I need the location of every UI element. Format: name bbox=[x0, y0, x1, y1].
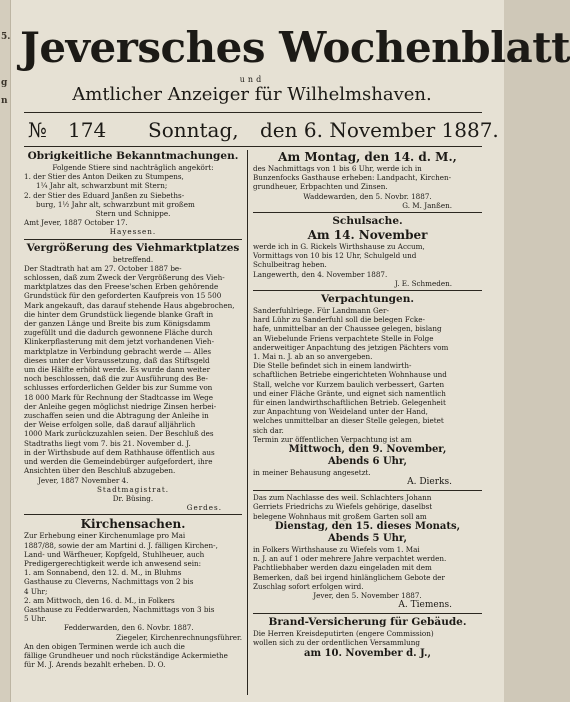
text-line: die hinter dem Grundstück liegende blanke Graft in bbox=[24, 309, 214, 319]
text-line: zur Anpachtung von Weideland unter der Hand, bbox=[253, 407, 428, 417]
dateline: Langewerth, den 4. November 1887. bbox=[253, 269, 388, 279]
text-line: Die Stelle befindet sich in einem landwirth- bbox=[253, 361, 412, 371]
signature: Hayessen. bbox=[109, 227, 157, 237]
text-line: burg, 1½ Jahr alt, schwarzbunt mit großem bbox=[36, 199, 195, 209]
section-heading: Vergrößerung des Viehmarktplatzes bbox=[26, 241, 240, 254]
masthead-und: und bbox=[239, 75, 265, 84]
rule-bottom bbox=[24, 146, 482, 147]
text-line: Klinkerpflasterung mit dem jetzt vorhandenen Vieh- bbox=[24, 337, 214, 347]
text-line: werde ich in G. Rickels Wirthshause zu Accum, bbox=[253, 242, 425, 252]
text-line: marktplatze in Verbindung gebracht werde — Alles bbox=[24, 346, 212, 356]
text-line: in meiner Behausung angesetzt. bbox=[253, 468, 371, 478]
text-line: 1887/88, sowie der am Martini d. J. fälligen Kirchen-, bbox=[24, 540, 218, 550]
dateline: Jever, 1887 November 4. bbox=[38, 475, 129, 485]
text-line: des Nachmittags von 1 bis 6 Uhr, werde ich in bbox=[253, 164, 422, 173]
issue-number: 174 bbox=[68, 118, 107, 142]
text-line: fällige Grundheuer und noch rückständige Ackermiethe bbox=[24, 650, 228, 660]
text-line: 5 Uhr. bbox=[24, 614, 47, 624]
signature: J. E. Schmeden. bbox=[394, 278, 452, 288]
text-line: Bemerken, daß bei irgend hinlänglichem Gebote der bbox=[253, 572, 445, 582]
organization: Stadtmagistrat. bbox=[96, 484, 170, 494]
text-line: 1000 Mark zurückzuzahlen seien. Der Beschluß des bbox=[24, 429, 214, 439]
text-line: Gasthause zu Fedderwarden, Nachmittags von 3 bis bbox=[24, 604, 215, 614]
text-line: in Folkers Wirthshause zu Wiefels vom 1. Mai bbox=[253, 544, 420, 554]
issue-number-sign: № bbox=[28, 118, 47, 142]
text-line: zugefüllt und die dadurch gewonnene Fläche durch bbox=[24, 328, 213, 338]
text-line: Land- und Wärfheuer, Kopfgeld, Stuhlheuer, auch bbox=[24, 549, 205, 559]
text-line: Schulbeitrag heben. bbox=[253, 260, 327, 270]
binding-edge bbox=[0, 0, 11, 702]
text-line: Zuschlag sofort erfolgen wird. bbox=[253, 581, 364, 591]
text-block bbox=[253, 306, 482, 444]
text-line: 18 000 Mark für Rechnung der Stadtcasse im Wege bbox=[24, 392, 213, 402]
time-large: Abends 6 Uhr, bbox=[328, 456, 407, 468]
text-line: belegene Wohnhaus mit großem Garten soll am bbox=[253, 511, 427, 521]
text-line: Stall, welche vor Kurzem baulich verbessert, Garten bbox=[253, 379, 445, 389]
masthead-title: Jeversches Wochenblatt bbox=[20, 23, 570, 72]
edge-char: 5. bbox=[1, 32, 11, 42]
section-heading: Verpachtungen. bbox=[321, 293, 414, 306]
text-line: Stadtraths liegt vom 7. bis 21. November d. J. bbox=[24, 438, 191, 448]
text-line: der ganzen Länge und Breite bis zum Königsdamm bbox=[24, 319, 211, 329]
text-line: Das zum Nachlasse des weil. Schlachters Johann bbox=[253, 493, 432, 503]
text-line: um die Hälfte erhöht werde. Es wurde dann weiter bbox=[24, 365, 211, 375]
text-line: Pachtliebhaber werden dazu eingeladen mit dem bbox=[253, 563, 432, 573]
text-line: der Weise erfolgen solle, daß darauf alljährlich bbox=[24, 420, 196, 430]
text-block bbox=[253, 242, 482, 270]
separator bbox=[253, 212, 482, 213]
text-line: An den obigen Terminen werde ich auch die bbox=[24, 641, 185, 651]
date-large: Mittwoch, den 9. November, bbox=[288, 444, 447, 456]
issue-date: den 6. November 1887. bbox=[260, 118, 499, 142]
section-heading: Obrigkeitliche Bekanntmachungen. bbox=[27, 150, 239, 162]
text-line: hafe, unmittelbar an der Chaussee gelegen, bislang bbox=[253, 324, 442, 334]
signature: G. M. Janßen. bbox=[402, 200, 452, 210]
subheading: betreffend. bbox=[112, 254, 154, 264]
section-heading: Schulsache. bbox=[332, 215, 403, 228]
text-line: 1. der Stier des Anton Deiken zu Stumpens, bbox=[24, 172, 184, 182]
text-line: welches unmittelbar an dieser Stelle gelegen, bietet bbox=[253, 416, 444, 426]
rule-top bbox=[24, 112, 482, 113]
text-line: Der Stadtrath hat am 27. October 1887 be- bbox=[24, 263, 182, 273]
text-line: Bunzenfocks Gasthause erheben: Landpacht, Kirchen- bbox=[253, 173, 452, 183]
text-block bbox=[253, 164, 482, 192]
edge-char: n bbox=[1, 96, 8, 106]
text-line: und werden die Gemeindebürger aufgefordert, ihre bbox=[24, 457, 213, 467]
section-heading: Am Montag, den 14. d. M., bbox=[278, 150, 457, 164]
text-line: schlusses erforderlichen Gelder bis zur Summe von bbox=[24, 383, 213, 393]
text-line: n. J. an auf 1 oder mehrere Jahre verpachtet werden. bbox=[253, 554, 447, 564]
text-line: 1. am Sonnabend, den 12. d. M., in Bluhms bbox=[24, 568, 182, 578]
issue-line bbox=[24, 115, 499, 145]
date-large: Dienstag, den 15. dieses Monats, bbox=[274, 520, 461, 532]
edge-char: g bbox=[1, 78, 8, 88]
text-line: grundheuer, Erbpachten und Zinsen. bbox=[253, 182, 388, 192]
text-line: Sanderfuhlriege. Für Landmann Ger- bbox=[253, 306, 389, 316]
dateline: Waddewarden, den 5. Novbr. 1887. bbox=[303, 191, 432, 201]
text-line: in der Wirthsbude auf dem Rathhause öffentlich aus bbox=[24, 447, 215, 457]
text-line: für einen landwirthschaftlichen Betrieb. Gelegenheit bbox=[253, 398, 446, 408]
text-line: hard Lühr zu Sanderfuhl soll die belegen Fcke- bbox=[253, 315, 425, 325]
text-line: Stern und Schnippe. bbox=[95, 209, 171, 219]
text-line: Gasthause zu Cleverns, Nachmittags von 2 bis bbox=[24, 577, 194, 587]
dateline: Amt Jever, 1887 October 17. bbox=[24, 218, 128, 228]
text-line: schaftlichen Betriebe eingerichteten Wohnhause und bbox=[253, 370, 447, 380]
dateline: Fedderwarden, den 6. Novbr. 1887. bbox=[64, 623, 194, 633]
text-block bbox=[253, 545, 482, 591]
date-large: am 10. November d. J., bbox=[304, 647, 431, 659]
text-line: Zur Erhebung einer Kirchenumlage pro Mai bbox=[24, 531, 186, 541]
text-line: schlossen, daß zum Zweck der Vergrößerung des Vieh- bbox=[24, 273, 225, 283]
text-line: 4 Uhr; bbox=[24, 586, 48, 596]
text-line: 2. am Mittwoch, den 16. d. M., in Folkers bbox=[24, 595, 175, 605]
right-column bbox=[253, 150, 482, 696]
separator bbox=[253, 613, 482, 614]
text-line: Mark angekauft, das darauf stehende Haus abgebrochen, bbox=[24, 300, 235, 310]
text-line: 1. Mai n. J. ab an so anvergeben. bbox=[253, 352, 373, 362]
issue-day: Sonntag, bbox=[148, 118, 239, 142]
text-line: Predigergerechtigkeit werde ich anwesend sein: bbox=[24, 558, 202, 568]
signature: Dr. Büsing. bbox=[112, 493, 154, 503]
left-column bbox=[24, 150, 242, 696]
text-line: Grundstück für den geforderten Kaufpreis von 15 500 bbox=[24, 291, 222, 301]
text-block bbox=[24, 642, 242, 670]
signature: A. Tiemens. bbox=[398, 600, 452, 611]
text-line: anderweitiger Anpachtung des jetzigen Pächters vom bbox=[253, 342, 449, 352]
dateline: Jever, den 5. November 1887. bbox=[313, 590, 422, 600]
text-block bbox=[253, 493, 482, 521]
text-line: 2. der Stier des Eduard Janßen zu Siebeths- bbox=[24, 190, 185, 200]
text-line: Vormittags von 10 bis 12 Uhr, Schulgeld und bbox=[253, 251, 417, 261]
text-line: an Wiebelunde Friens verpachtete Stelle in Folge bbox=[253, 333, 434, 343]
text-block bbox=[253, 629, 482, 647]
signature: Ziegeler, Kirchenrechnungsführer. bbox=[116, 632, 242, 642]
text-line: sich dar. bbox=[253, 425, 284, 435]
column-divider bbox=[247, 150, 248, 695]
separator bbox=[24, 239, 242, 240]
text-line: Gerriets Friedrichs zu Wiefels gehörige, daselbst bbox=[253, 502, 433, 512]
text-block bbox=[24, 264, 242, 476]
signature: Gerdes. bbox=[186, 503, 222, 513]
text-line: zuschaffen seien und die Abtragung der Anleihe in bbox=[24, 411, 209, 421]
text-line: der Anleihe gegen möglichst niedrige Zinsen herbei- bbox=[24, 401, 217, 411]
text-line: wollen sich zu der ordentlichen Versammlung bbox=[253, 638, 420, 648]
text-line: Ansichten über den Beschluß abzugeben. bbox=[24, 466, 176, 476]
signature: A. Dierks. bbox=[407, 477, 452, 488]
text-line: noch beschlossen, daß die zur Ausführung des Be- bbox=[24, 374, 208, 384]
masthead-subtitle: Amtlicher Anzeiger für Wilhelmshaven. bbox=[72, 84, 432, 105]
text-line: Die Herren Kreisdeputirten (engere Commission) bbox=[253, 629, 434, 639]
text-line: marktplatzes das den Freese'schen Erben gehörende bbox=[24, 282, 219, 292]
separator bbox=[24, 514, 242, 515]
separator bbox=[253, 290, 482, 291]
section-heading: Brand-Versicherung für Gebäude. bbox=[268, 616, 467, 629]
text-line: und einer Fläche Gränte, und eignet sich namentlich bbox=[253, 388, 446, 398]
text-line: dieses unter der Voraussetzung, daß das Stiftsgeld bbox=[24, 355, 210, 365]
text-line: für M. J. Arends bezahlt erheben. D. O. bbox=[24, 660, 166, 670]
section-heading: Kirchensachen. bbox=[80, 517, 186, 532]
separator bbox=[253, 490, 482, 491]
time-large: Abends 5 Uhr, bbox=[328, 532, 407, 544]
text-block bbox=[24, 531, 242, 623]
subheading: Am 14. November bbox=[307, 228, 428, 243]
text-line: Folgende Stiere sind nachträglich angekört: bbox=[52, 163, 214, 172]
text-line: Termin zur öffentlichen Verpachtung ist am bbox=[253, 434, 412, 444]
text-line: 1¼ Jahr alt, schwarzbunt mit Stern; bbox=[36, 181, 168, 191]
